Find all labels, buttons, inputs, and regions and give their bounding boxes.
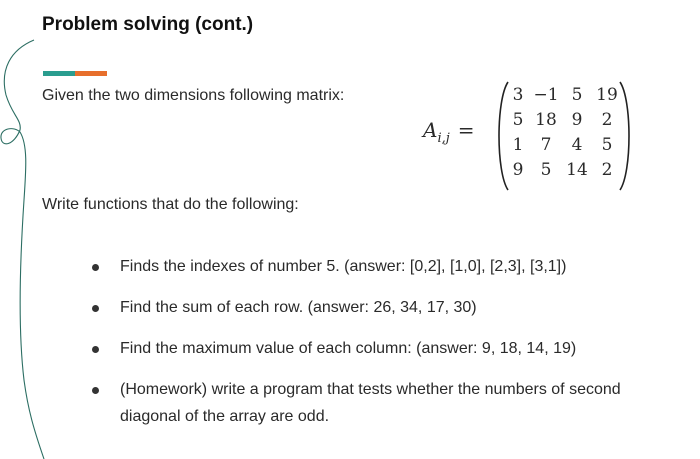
bullet-icon — [92, 346, 99, 353]
bullet-icon — [92, 264, 99, 271]
matrix-cell: 9 — [571, 109, 583, 130]
list-item-text: (Homework) write a program that tests whether the numbers of second — [120, 381, 621, 398]
matrix-cell: −1 — [533, 84, 559, 105]
write-functions-text: Write functions that do the following: — [42, 196, 299, 213]
matrix-cell: 7 — [540, 134, 552, 155]
matrix-cell: 2 — [601, 159, 613, 180]
title-accent-bar — [43, 71, 107, 76]
matrix-grid — [506, 82, 622, 182]
intro-text: Given the two dimensions following matrix: — [42, 87, 345, 104]
matrix-subscript: i,j — [437, 131, 450, 146]
list-item-text: Find the maximum value of each column: (answer: 9, 18, 14, 19) — [120, 340, 577, 357]
accent-teal-segment — [43, 71, 75, 76]
matrix-cell: 5 — [601, 134, 613, 155]
matrix-cell: 9 — [512, 159, 524, 180]
list-item-continuation: diagonal of the array are odd. — [120, 408, 330, 425]
matrix-cell: 5 — [512, 109, 524, 130]
decorative-curve — [0, 0, 60, 459]
matrix-row — [506, 157, 622, 182]
accent-orange-segment — [75, 71, 107, 76]
matrix-cell: 5 — [540, 159, 552, 180]
matrix-label — [423, 118, 475, 146]
matrix-row — [506, 82, 622, 107]
matrix-row — [506, 107, 622, 132]
matrix-symbol: A — [423, 118, 438, 142]
list-item-text: Finds the indexes of number 5. (answer: [0,2], [1,0], [2,3], [3,1]) — [120, 258, 567, 275]
bullet-icon — [92, 387, 99, 394]
matrix-cell: 14 — [566, 159, 588, 180]
list-item — [92, 287, 692, 328]
matrix-cell: 4 — [571, 134, 583, 155]
equals-sign: = — [457, 118, 475, 142]
matrix-cell: 19 — [596, 84, 618, 105]
matrix-cell: 2 — [601, 109, 613, 130]
list-item — [92, 246, 692, 287]
list-item-text: Find the sum of each row. (answer: 26, 34, 17, 30) — [120, 299, 477, 316]
matrix-row — [506, 132, 622, 157]
decorative-curve-path — [1, 40, 44, 459]
matrix-cell: 5 — [571, 84, 583, 105]
list-item — [92, 328, 692, 369]
list-item — [92, 369, 692, 410]
matrix-cell: 18 — [535, 109, 557, 130]
bullet-icon — [92, 305, 99, 312]
matrix-cell: 1 — [512, 134, 524, 155]
task-list — [92, 246, 692, 410]
slide-title: Problem solving (cont.) — [42, 14, 254, 35]
matrix-cell: 3 — [512, 84, 524, 105]
